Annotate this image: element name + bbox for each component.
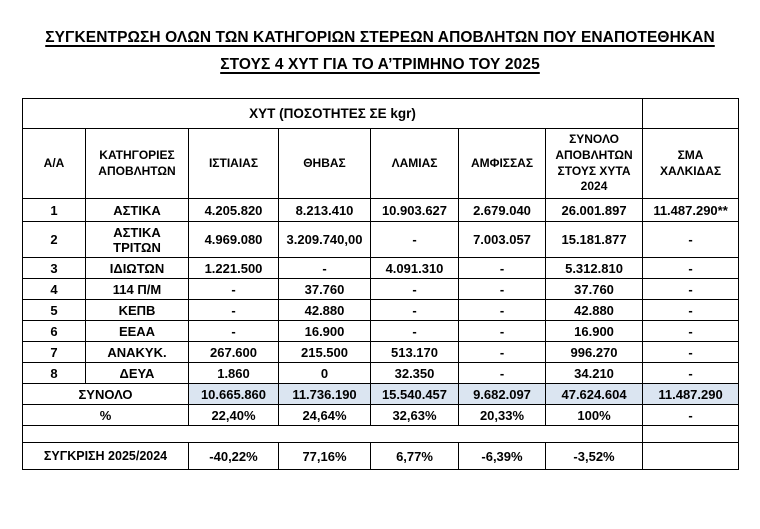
cell-num: 1: [23, 199, 86, 222]
comparison-row: [23, 443, 739, 470]
cell-amfissas: -: [459, 363, 546, 384]
cell-thivas: 215.500: [279, 342, 371, 363]
cell-sma: -: [643, 300, 739, 321]
cell-lamias: -: [371, 300, 459, 321]
column-header-sma: ΣΜΑ ΧΑΛΚΙΔΑΣ: [643, 129, 739, 199]
document-title: [0, 24, 760, 78]
cell-total: 42.880: [546, 300, 643, 321]
table-row: [23, 279, 739, 300]
cell-category: ΑΣΤΙΚΑ: [86, 199, 189, 222]
cell-lamias: 4.091.310: [371, 258, 459, 279]
cell-istiaias: 4.969.080: [189, 222, 279, 258]
cell-num: 4: [23, 279, 86, 300]
cell-total: 16.900: [546, 321, 643, 342]
cell-num: 2: [23, 222, 86, 258]
cell-category: ΚΕΠΒ: [86, 300, 189, 321]
percent-amfissas: 20,33%: [459, 405, 546, 426]
cell-num: 5: [23, 300, 86, 321]
table-group-header-row: [23, 99, 739, 129]
cell-sma: 11.487.290**: [643, 199, 739, 222]
cell-thivas: 16.900: [279, 321, 371, 342]
cell-amfissas: 2.679.040: [459, 199, 546, 222]
cell-thivas: 0: [279, 363, 371, 384]
cell-istiaias: 267.600: [189, 342, 279, 363]
cell-total: 37.760: [546, 279, 643, 300]
cell-total: 26.001.897: [546, 199, 643, 222]
cell-sma: -: [643, 342, 739, 363]
percent-row: [23, 405, 739, 426]
totals-istiaias: 10.665.860: [189, 384, 279, 405]
cell-num: 6: [23, 321, 86, 342]
cell-total: 996.270: [546, 342, 643, 363]
cell-category: 114 Π/Μ: [86, 279, 189, 300]
percent-thivas: 24,64%: [279, 405, 371, 426]
cell-istiaias: -: [189, 279, 279, 300]
comparison-amfissas: -6,39%: [459, 443, 546, 470]
cell-category: ΑΝΑΚΥΚ.: [86, 342, 189, 363]
percent-sma: -: [643, 405, 739, 426]
spacer-cell-sma: [643, 426, 739, 443]
percent-lamias: 32,63%: [371, 405, 459, 426]
table-row: [23, 363, 739, 384]
cell-amfissas: -: [459, 321, 546, 342]
table-column-header-row: [23, 129, 739, 199]
table-row: [23, 342, 739, 363]
cell-lamias: -: [371, 279, 459, 300]
percent-istiaias: 22,40%: [189, 405, 279, 426]
cell-num: 8: [23, 363, 86, 384]
cell-lamias: 10.903.627: [371, 199, 459, 222]
document-title-line1: ΣΥΓΚΕΝΤΡΩΣΗ ΟΛΩΝ ΤΩΝ ΚΑΤΗΓΟΡΙΩΝ ΣΤΕΡΕΩΝ ΑΠΟΒΛΗΤΩΝ ΠΟΥ ΕΝΑΠΟΤΕΘΗΚΑΝ: [45, 29, 715, 46]
cell-amfissas: -: [459, 342, 546, 363]
comparison-istiaias: -40,22%: [189, 443, 279, 470]
table-row: [23, 300, 739, 321]
group-header-cell: ΧΥΤ (ΠΟΣΟΤΗΤΕΣ ΣΕ kgr): [23, 99, 643, 129]
percent-total: 100%: [546, 405, 643, 426]
column-header-thivas: ΘΗΒΑΣ: [279, 129, 371, 199]
cell-sma: -: [643, 363, 739, 384]
cell-thivas: 3.209.740,00: [279, 222, 371, 258]
cell-lamias: 32.350: [371, 363, 459, 384]
column-header-total: ΣΥΝΟΛΟ ΑΠΟΒΛΗΤΩΝ ΣΤΟΥΣ ΧΥΤΑ 2024: [546, 129, 643, 199]
column-header-num: Α/Α: [23, 129, 86, 199]
column-header-category: ΚΑΤΗΓΟΡΙΕΣ ΑΠΟΒΛΗΤΩΝ: [86, 129, 189, 199]
totals-thivas: 11.736.190: [279, 384, 371, 405]
cell-lamias: 513.170: [371, 342, 459, 363]
cell-category: ΙΔΙΩΤΩΝ: [86, 258, 189, 279]
cell-amfissas: 7.003.057: [459, 222, 546, 258]
cell-thivas: 37.760: [279, 279, 371, 300]
cell-lamias: -: [371, 222, 459, 258]
cell-lamias: -: [371, 321, 459, 342]
cell-istiaias: -: [189, 321, 279, 342]
spacer-row: [23, 426, 739, 443]
column-header-amfissas: ΑΜΦΙΣΣΑΣ: [459, 129, 546, 199]
column-header-lamias: ΛΑΜΙΑΣ: [371, 129, 459, 199]
totals-total: 47.624.604: [546, 384, 643, 405]
cell-category: ΔΕΥΑ: [86, 363, 189, 384]
cell-istiaias: 1.221.500: [189, 258, 279, 279]
cell-istiaias: 1.860: [189, 363, 279, 384]
cell-sma: -: [643, 222, 739, 258]
totals-amfissas: 9.682.097: [459, 384, 546, 405]
cell-sma: -: [643, 321, 739, 342]
cell-category: ΑΣΤΙΚΑ ΤΡΙΤΩΝ: [86, 222, 189, 258]
cell-total: 5.312.810: [546, 258, 643, 279]
cell-istiaias: -: [189, 300, 279, 321]
cell-sma: -: [643, 258, 739, 279]
cell-total: 34.210: [546, 363, 643, 384]
cell-sma: -: [643, 279, 739, 300]
cell-category: ΕΕΑΑ: [86, 321, 189, 342]
comparison-total: -3,52%: [546, 443, 643, 470]
cell-amfissas: -: [459, 300, 546, 321]
comparison-lamias: 6,77%: [371, 443, 459, 470]
cell-amfissas: -: [459, 279, 546, 300]
document-title-line2: ΣΤΟΥΣ 4 ΧΥΤ ΓΙΑ ΤΟ Α’ΤΡΙΜΗΝΟ ΤΟΥ 2025: [220, 56, 540, 73]
comparison-sma: [643, 443, 739, 470]
percent-label: %: [23, 405, 189, 426]
table-row: [23, 222, 739, 258]
table-row: [23, 321, 739, 342]
comparison-label: ΣΥΓΚΡΙΣΗ 2025/2024: [23, 443, 189, 470]
totals-label: ΣΥΝΟΛΟ: [23, 384, 189, 405]
spacer-cell: [23, 426, 643, 443]
column-header-istiaias: ΙΣΤΙΑΙΑΣ: [189, 129, 279, 199]
cell-num: 3: [23, 258, 86, 279]
table-row: [23, 199, 739, 222]
totals-lamias: 15.540.457: [371, 384, 459, 405]
cell-total: 15.181.877: [546, 222, 643, 258]
cell-thivas: 42.880: [279, 300, 371, 321]
group-header-empty-cell: [643, 99, 739, 129]
waste-summary-table: [22, 98, 739, 470]
cell-num: 7: [23, 342, 86, 363]
cell-istiaias: 4.205.820: [189, 199, 279, 222]
totals-row: [23, 384, 739, 405]
comparison-thivas: 77,16%: [279, 443, 371, 470]
cell-thivas: 8.213.410: [279, 199, 371, 222]
cell-amfissas: -: [459, 258, 546, 279]
cell-thivas: -: [279, 258, 371, 279]
table-row: [23, 258, 739, 279]
totals-sma: 11.487.290: [643, 384, 739, 405]
